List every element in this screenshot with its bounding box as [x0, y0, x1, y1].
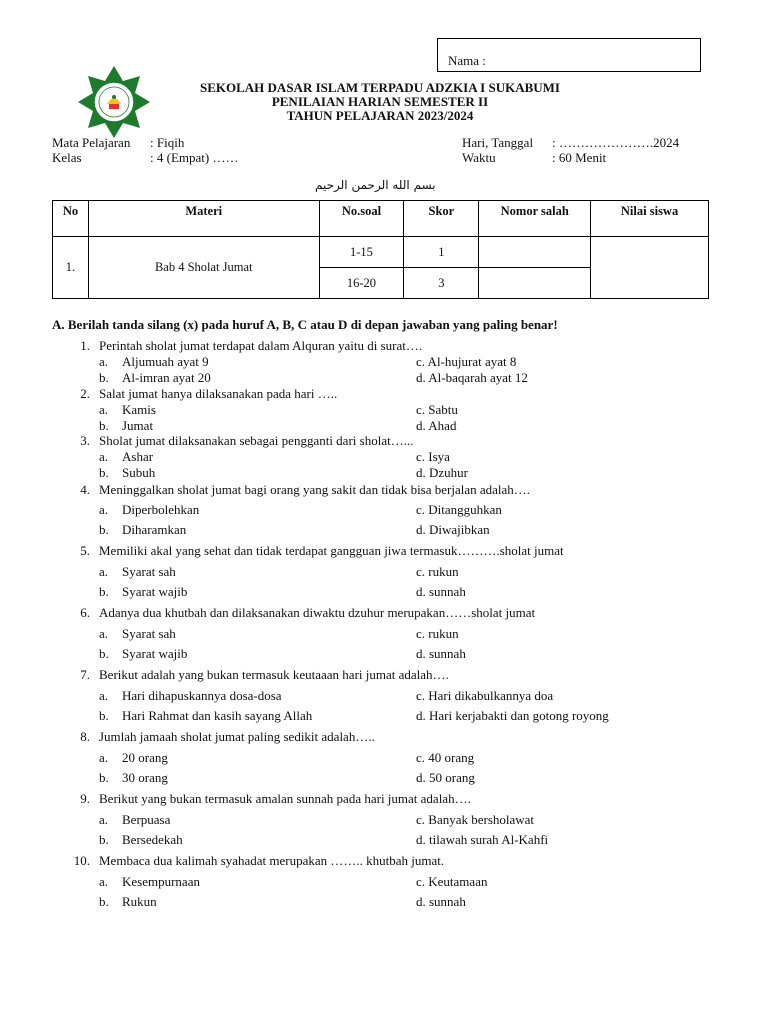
- question-text: Berikut yang bukan termasuk amalan sunnah pada hari jumat adalah….: [99, 791, 471, 806]
- kelas-label: Kelas: [52, 150, 82, 165]
- option-c[interactable]: c. Hari dikabulkannya doa: [416, 688, 554, 703]
- school-name: SEKOLAH DASAR ISLAM TERPADU ADZKIA I SUKABUMI: [200, 80, 560, 95]
- cell-nomor-salah[interactable]: [479, 237, 591, 268]
- hari-label: Hari, Tanggal: [462, 135, 534, 150]
- question-text: Memiliki akal yang sehat dan tidak terdapat gangguan jiwa termasuk……….sholat jumat: [99, 543, 564, 558]
- option-d[interactable]: d. Diwajibkan: [416, 522, 490, 537]
- option-b-letter[interactable]: b.: [99, 370, 109, 385]
- option-a-letter[interactable]: a.: [99, 688, 109, 703]
- question-number: 8.: [80, 729, 90, 744]
- option-a-text[interactable]: Aljumuah ayat 9: [122, 354, 209, 369]
- name-label: Nama :: [448, 53, 486, 68]
- cell-no: 1.: [53, 237, 89, 299]
- option-c[interactable]: c. Keutamaan: [416, 874, 488, 889]
- option-a-letter[interactable]: a.: [99, 564, 109, 579]
- th-no: No: [53, 201, 89, 237]
- score-table: [52, 200, 709, 299]
- option-a-text[interactable]: Syarat sah: [122, 564, 176, 579]
- question-number: 4.: [80, 482, 90, 497]
- option-b-letter[interactable]: b.: [99, 708, 109, 723]
- option-b-text[interactable]: 30 orang: [122, 770, 168, 785]
- option-b-text[interactable]: Al-imran ayat 20: [122, 370, 211, 385]
- th-nosoal: No.soal: [319, 201, 404, 237]
- option-a-letter[interactable]: a.: [99, 502, 109, 517]
- question-text: Perintah sholat jumat terdapat dalam Alquran yaitu di surat….: [99, 338, 423, 353]
- waktu-value: : 60 Menit: [552, 150, 607, 165]
- option-c[interactable]: c. 40 orang: [416, 750, 475, 765]
- question-text: Sholat jumat dilaksanakan sebagai pengganti dari sholat…...: [99, 433, 414, 448]
- option-b-letter[interactable]: b.: [99, 584, 109, 599]
- school-logo-icon: [76, 64, 152, 140]
- cell-soal: 1-15: [319, 237, 404, 268]
- section-a-instruction: A. Berilah tanda silang (x) pada huruf A, B, C atau D di depan jawaban yang paling benar!: [52, 317, 558, 332]
- academic-year: TAHUN PELAJARAN 2023/2024: [286, 108, 474, 123]
- option-a-text[interactable]: Diperbolehkan: [122, 502, 200, 517]
- option-b-letter[interactable]: b.: [99, 522, 109, 537]
- question-number: 1.: [80, 338, 90, 353]
- cell-skor: 1: [404, 237, 479, 268]
- question-number: 2.: [80, 386, 90, 401]
- mapel-label: Mata Pelajaran: [52, 135, 131, 150]
- option-d[interactable]: d. 50 orang: [416, 770, 475, 785]
- option-d[interactable]: d. Dzuhur: [416, 465, 468, 480]
- basmala: بسم الله الرحمن الرحيم: [315, 178, 436, 192]
- option-a-text[interactable]: Kamis: [122, 402, 156, 417]
- table-row: [53, 237, 709, 268]
- option-a-letter[interactable]: a.: [99, 626, 109, 641]
- question-number: 10.: [73, 853, 90, 868]
- option-c[interactable]: c. rukun: [416, 626, 459, 641]
- question-text: Adanya dua khutbah dan dilaksanakan diwaktu dzuhur merupakan……sholat jumat: [99, 605, 536, 620]
- option-d[interactable]: d. Al-baqarah ayat 12: [416, 370, 528, 385]
- option-a-letter[interactable]: a.: [99, 449, 109, 464]
- question-number: 3.: [80, 433, 90, 448]
- option-a-letter[interactable]: a.: [99, 354, 109, 369]
- cell-skor: 3: [404, 268, 479, 299]
- option-a-letter[interactable]: a.: [99, 812, 109, 827]
- exam-title: PENILAIAN HARIAN SEMESTER II: [271, 94, 489, 109]
- option-a-text[interactable]: Ashar: [122, 449, 154, 464]
- question-number: 7.: [80, 667, 90, 682]
- option-c[interactable]: c. rukun: [416, 564, 459, 579]
- option-d[interactable]: d. Ahad: [416, 418, 457, 433]
- th-nomor-salah: Nomor salah: [479, 201, 591, 237]
- th-materi: Materi: [88, 201, 319, 237]
- option-d[interactable]: d. tilawah surah Al-Kahfi: [416, 832, 549, 847]
- option-b-text[interactable]: Rukun: [122, 894, 157, 909]
- option-b-letter[interactable]: b.: [99, 418, 109, 433]
- option-a-letter[interactable]: a.: [99, 874, 109, 889]
- option-b-text[interactable]: Bersedekah: [122, 832, 183, 847]
- question-text: Jumlah jamaah sholat jumat paling sedikit adalah…..: [99, 729, 375, 744]
- option-d[interactable]: d. sunnah: [416, 894, 466, 909]
- th-nilai-siswa: Nilai siswa: [591, 201, 709, 237]
- option-a-text[interactable]: Berpuasa: [122, 812, 171, 827]
- question-text: Berikut adalah yang bukan termasuk keutaaan hari jumat adalah….: [99, 667, 449, 682]
- question-text: Salat jumat hanya dilaksanakan pada hari …..: [99, 386, 338, 401]
- option-d[interactable]: d. sunnah: [416, 646, 466, 661]
- option-d[interactable]: d. Hari kerjabakti dan gotong royong: [416, 708, 609, 723]
- name-box: [437, 38, 701, 72]
- option-b-text[interactable]: Diharamkan: [122, 522, 187, 537]
- option-c[interactable]: c. Al-hujurat ayat 8: [416, 354, 517, 369]
- option-c[interactable]: c. Isya: [416, 449, 450, 464]
- option-b-letter[interactable]: b.: [99, 894, 109, 909]
- option-b-letter[interactable]: b.: [99, 465, 109, 480]
- option-a-text[interactable]: 20 orang: [122, 750, 168, 765]
- option-b-letter[interactable]: b.: [99, 832, 109, 847]
- option-c[interactable]: c. Ditangguhkan: [416, 502, 502, 517]
- option-b-letter[interactable]: b.: [99, 646, 109, 661]
- option-a-text[interactable]: Kesempurnaan: [122, 874, 200, 889]
- question-number: 5.: [80, 543, 90, 558]
- option-c[interactable]: c. Sabtu: [416, 402, 458, 417]
- question-text: Membaca dua kalimah syahadat merupakan …….. khutbah jumat.: [99, 853, 445, 868]
- question-text: Meninggalkan sholat jumat bagi orang yang sakit dan tidak bisa berjalan adalah….: [99, 482, 531, 497]
- cell-materi: Bab 4 Sholat Jumat: [88, 237, 319, 299]
- mapel-value: : Fiqih: [150, 135, 185, 150]
- option-b-text[interactable]: Syarat wajib: [122, 584, 188, 599]
- cell-soal: 16-20: [319, 268, 404, 299]
- option-a-text[interactable]: Syarat sah: [122, 626, 176, 641]
- option-b-letter[interactable]: b.: [99, 770, 109, 785]
- table-header-row: [53, 201, 709, 237]
- question-number: 9.: [80, 791, 90, 806]
- cell-nilai-siswa[interactable]: [591, 237, 709, 299]
- waktu-label: Waktu: [462, 150, 496, 165]
- option-b-text[interactable]: Subuh: [122, 465, 156, 480]
- option-d[interactable]: d. sunnah: [416, 584, 466, 599]
- option-c[interactable]: c. Banyak bersholawat: [416, 812, 535, 827]
- option-b-text[interactable]: Hari Rahmat dan kasih sayang Allah: [122, 708, 313, 723]
- option-a-letter[interactable]: a.: [99, 402, 109, 417]
- kelas-value: : 4 (Empat) ……: [150, 150, 239, 165]
- cell-nomor-salah[interactable]: [479, 268, 591, 299]
- option-a-letter[interactable]: a.: [99, 750, 109, 765]
- hari-value: : ………………….2024: [552, 135, 680, 150]
- option-b-text[interactable]: Jumat: [122, 418, 154, 433]
- question-number: 6.: [80, 605, 90, 620]
- option-b-text[interactable]: Syarat wajib: [122, 646, 188, 661]
- option-a-text[interactable]: Hari dihapuskannya dosa-dosa: [122, 688, 282, 703]
- th-skor: Skor: [404, 201, 479, 237]
